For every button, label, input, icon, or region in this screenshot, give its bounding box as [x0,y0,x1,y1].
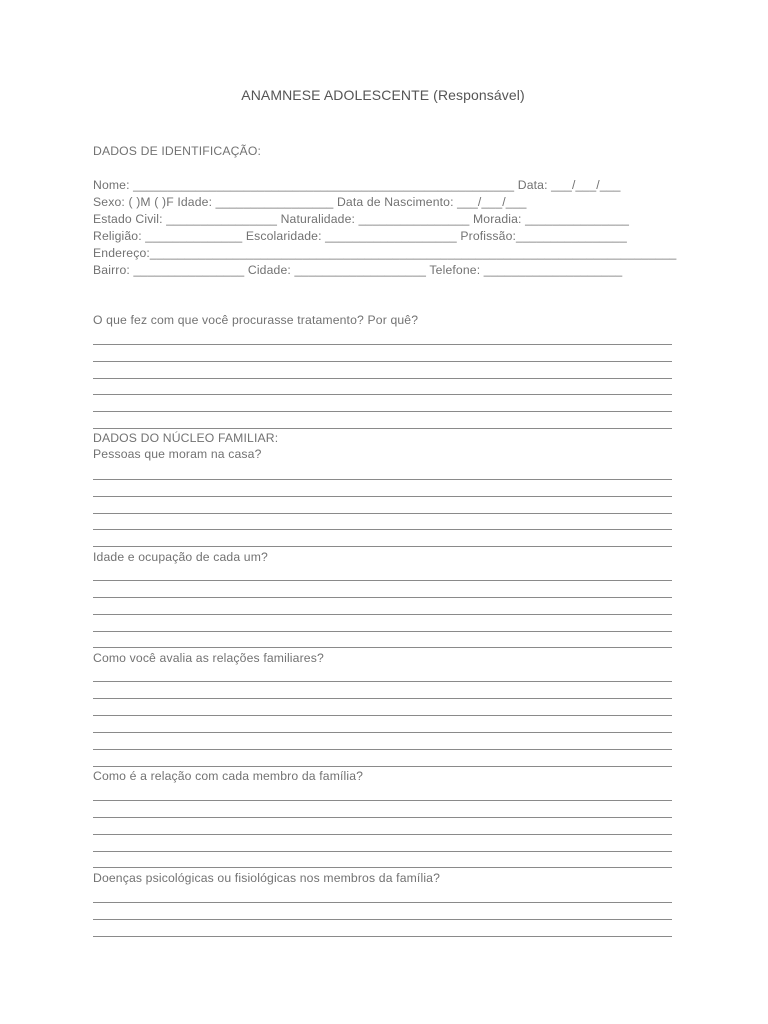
answer-line [93,546,672,547]
answer-line [93,647,672,648]
answer-line [93,479,672,480]
answer-line [93,344,672,345]
document-title: ANAMNESE ADOLESCENTE (Responsável) [241,87,525,103]
answer-line [93,919,672,920]
question-illnesses: Doenças psicológicas ou fisiológicas nos membros da família? [93,871,441,885]
family-heading: DADOS DO NÚCLEO FAMILIAR: [93,431,279,445]
answer-line [93,834,672,835]
answer-line [93,766,672,767]
question-family-relations: Como você avalia as relações familiares? [93,651,324,665]
document-page [93,0,677,1024]
answer-line [93,614,672,615]
question-age-occupation: Idade e ocupação de cada um? [93,550,268,564]
answer-line [93,411,672,412]
answer-line [93,851,672,852]
answer-line [93,936,672,937]
answer-line [93,597,672,598]
answer-line [93,631,672,632]
field-row-address: Endereço:____________________________________________________________________________ [93,246,677,260]
answer-line [93,513,672,514]
field-row-religion: Religião: ______________ Escolaridade: ___________________ Profissão:________________ [93,229,627,243]
answer-line [93,580,672,581]
answer-line [93,496,672,497]
field-row-sex: Sexo: ( )M ( )F Idade: _________________ Data de Nascimento: ___/___/___ [93,195,527,209]
answer-line [93,867,672,868]
answer-line [93,394,672,395]
answer-line [93,732,672,733]
answer-line [93,749,672,750]
answer-line [93,817,672,818]
answer-line [93,529,672,530]
answer-line [93,378,672,379]
answer-line [93,902,672,903]
question-member-relation: Como é a relação com cada membro da família? [93,769,364,783]
question-household: Pessoas que moram na casa? [93,447,262,461]
answer-line [93,428,672,429]
answer-line [93,681,672,682]
answer-line [93,698,672,699]
question-treatment: O que fez com que você procurasse tratamento? Por quê? [93,313,419,327]
identification-heading: DADOS DE IDENTIFICAÇÃO: [93,144,261,158]
field-row-district: Bairro: ________________ Cidade: ___________________ Telefone: ____________________ [93,263,623,277]
field-row-civil: Estado Civil: ________________ Naturalidade: ________________ Moradia: _______________ [93,212,630,226]
answer-line [93,715,672,716]
answer-line [93,361,672,362]
answer-line [93,800,672,801]
field-row-name: Nome: _______________________________________________________ Data: ___/___/___ [93,178,621,192]
